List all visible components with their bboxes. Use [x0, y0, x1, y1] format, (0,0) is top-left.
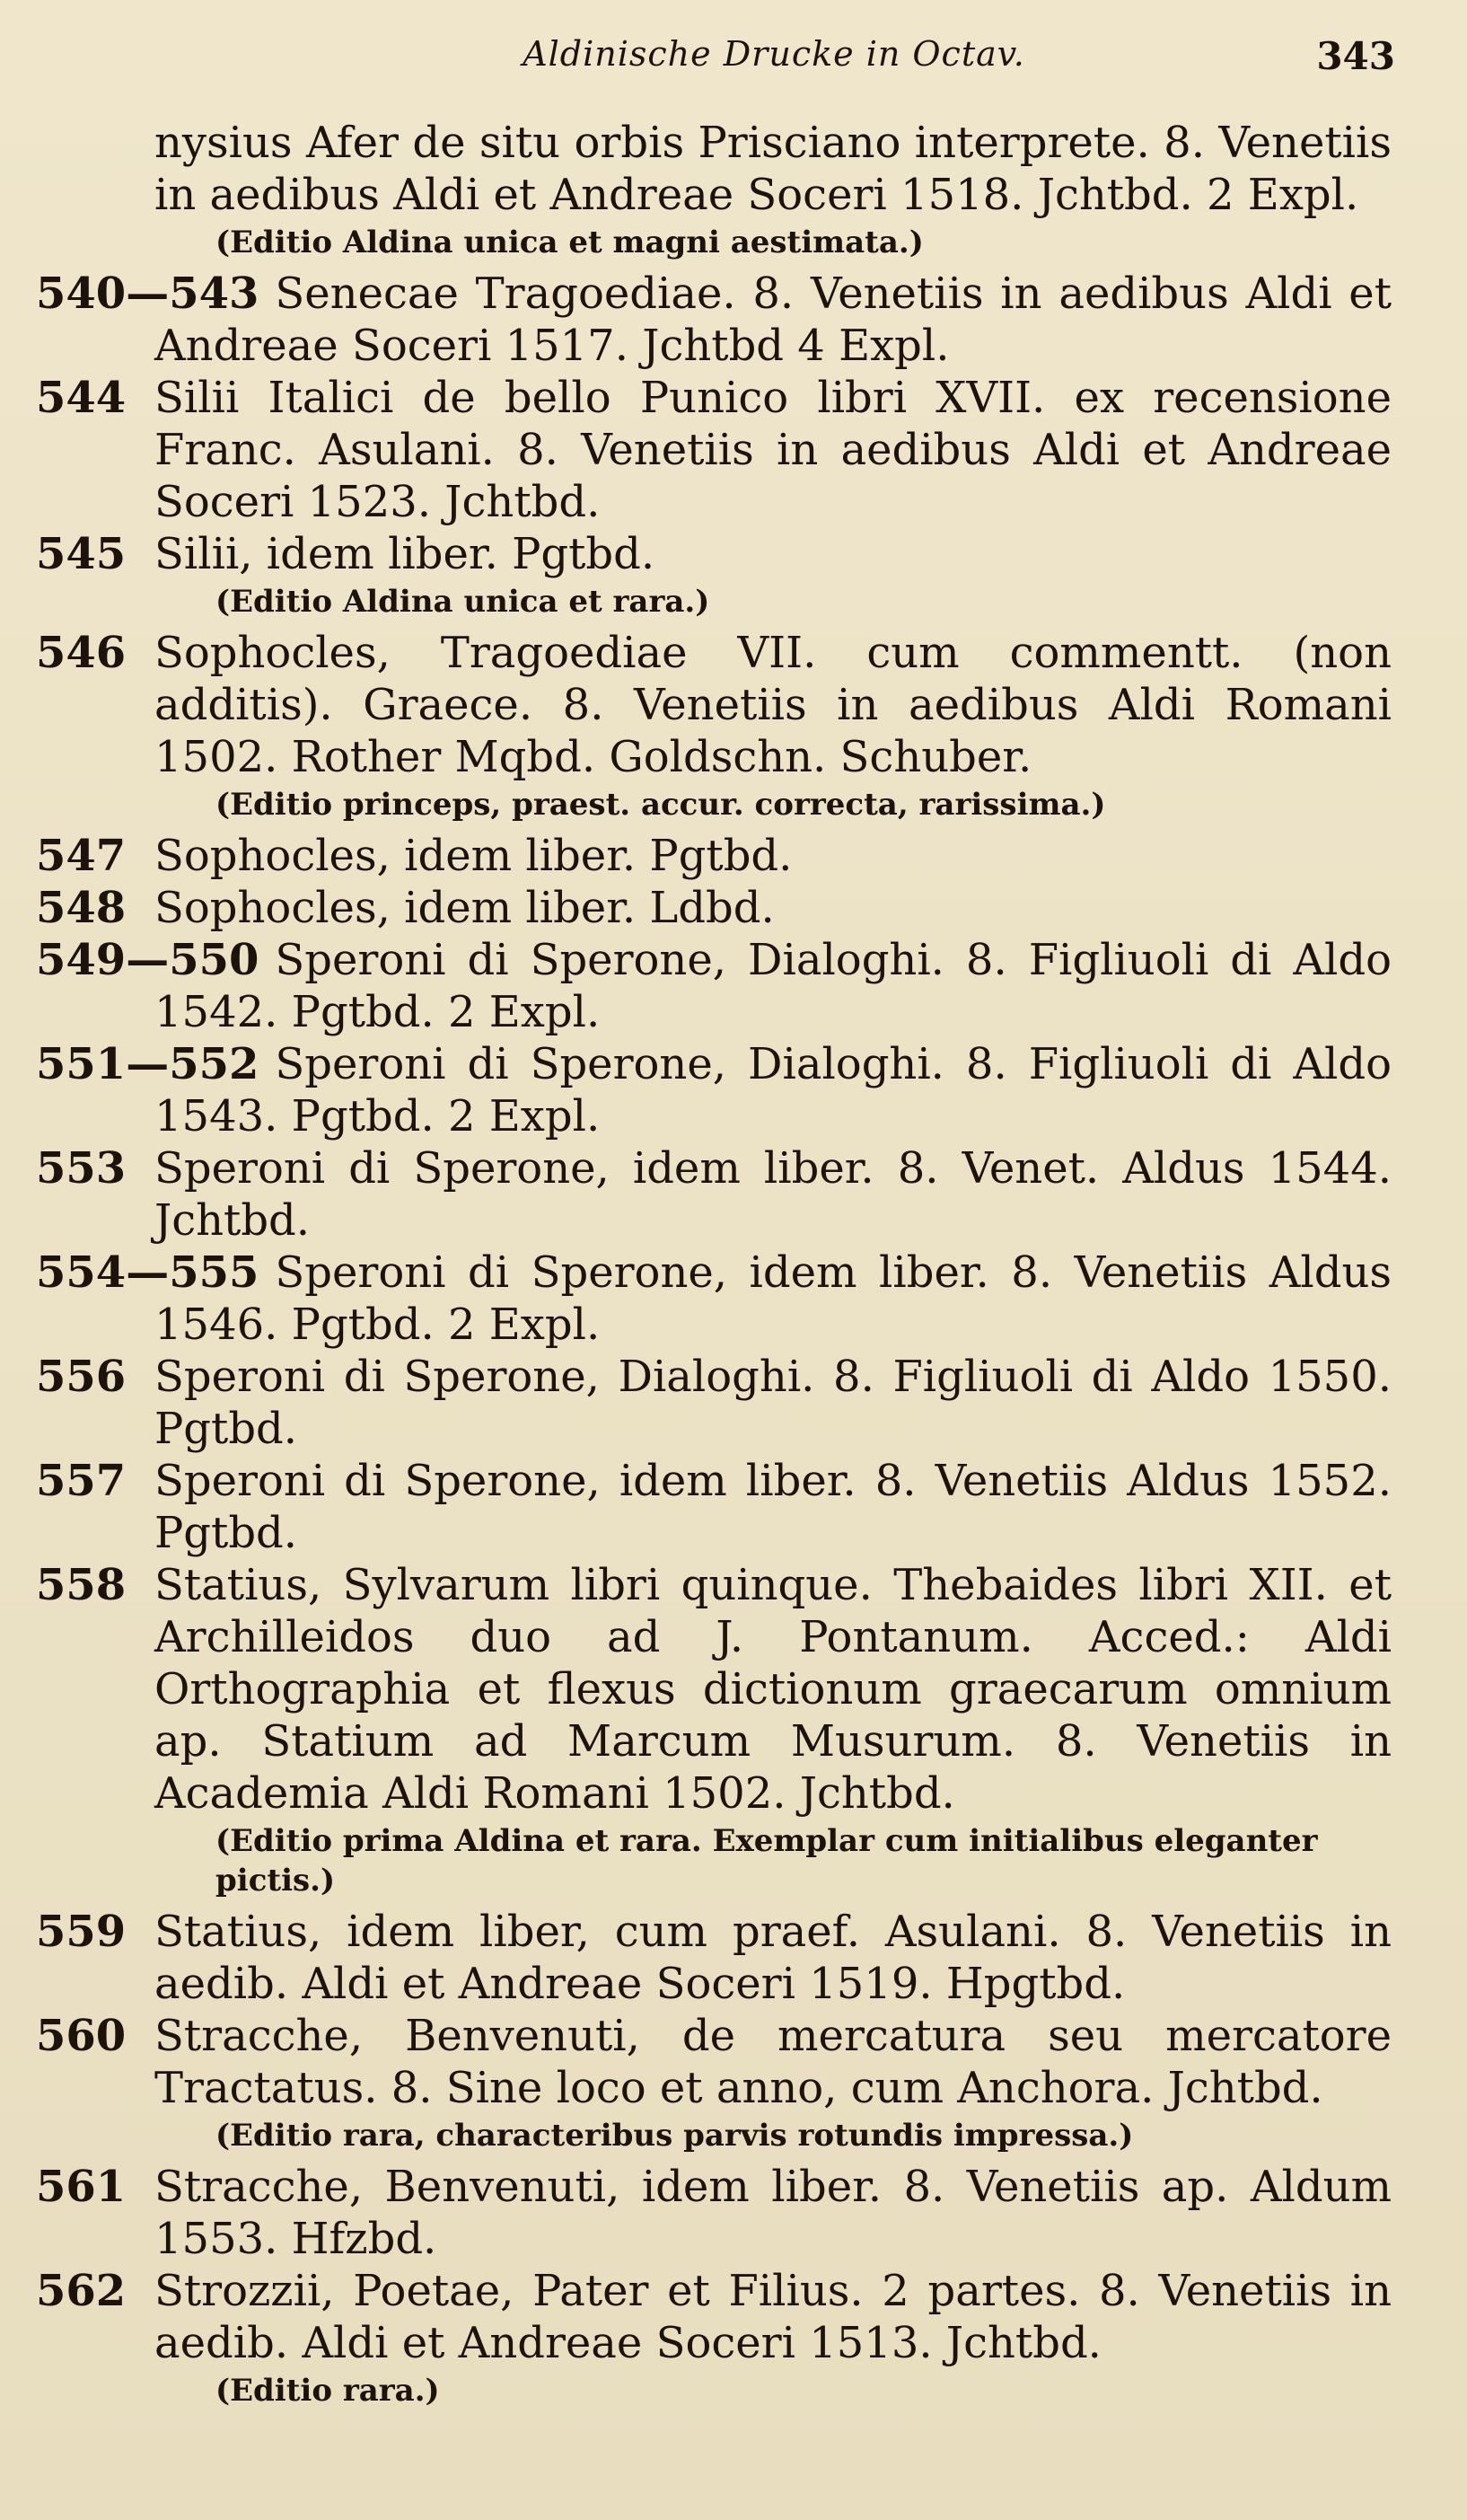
entry-number: 558 — [36, 1560, 127, 1610]
catalog-entry — [36, 1559, 1392, 1900]
entry-number: 548 — [36, 883, 127, 933]
entry-description: Stracche, Benvenuti, de mercatura seu mercatore Tractatus. 8. Sine loco et anno, cum Anchora. Jchtbd. — [154, 2011, 1392, 2113]
entry-description: Senecae Tragoediae. 8. Venetiis in aedibus Aldi et Andreae Soceri 1517. Jchtbd 4 Expl. — [154, 269, 1392, 371]
entry-text-block — [36, 372, 1392, 528]
entry-number: 553 — [36, 1143, 127, 1194]
entry-number: 546 — [36, 628, 127, 678]
entry-text-block — [36, 1906, 1392, 2010]
entry-description: Speroni di Sperone, idem liber. 8. Venetiis Aldus 1552. Pgtbd. — [154, 1456, 1392, 1558]
entry-description: Speroni di Sperone, Dialoghi. 8. Figliuoli di Aldo 1550. Pgtbd. — [154, 1352, 1392, 1454]
entry-text-block — [36, 830, 1392, 882]
entry-number: 556 — [36, 1352, 127, 1402]
entry-number: 561 — [36, 2162, 127, 2212]
catalog-entry — [36, 627, 1392, 824]
catalog-entry — [36, 372, 1392, 528]
catalog-entry — [36, 2265, 1392, 2410]
entry-description: Silii, idem liber. Pgtbd. — [154, 529, 655, 579]
entry-text-block — [36, 882, 1392, 934]
entry-number: 547 — [36, 831, 127, 881]
catalog-entry — [36, 934, 1392, 1038]
catalog-entry — [36, 268, 1392, 372]
entry-text-block — [36, 2010, 1392, 2114]
entry-note: (Editio Aldina unica et rara.) — [215, 584, 710, 620]
entry-note: (Editio prima Aldina et rara. Exemplar cum initialibus eleganter pictis.) — [215, 1823, 1318, 1899]
entry-description: Speroni di Sperone, Dialoghi. 8. Figliuoli di Aldo 1542. Pgtbd. 2 Expl. — [154, 935, 1392, 1037]
entry-text-block — [36, 1038, 1392, 1142]
catalog-entry — [36, 1038, 1392, 1142]
entry-description: Speroni di Sperone, idem liber. 8. Venet. Aldus 1544. Jchtbd. — [154, 1143, 1392, 1246]
entry-description: Strozzii, Poetae, Pater et Filius. 2 partes. 8. Venetiis in aedib. Aldi et Andreae Soceri 1513. Jchtbd. — [154, 2266, 1392, 2368]
entry-number: 562 — [36, 2266, 127, 2316]
catalog-entry — [36, 528, 1392, 621]
entry-description: Sophocles, idem liber. Pgtbd. — [154, 831, 793, 881]
catalog-entry — [36, 2010, 1392, 2155]
entry-description: nysius Afer de situ orbis Prisciano interprete. 8. Venetiis in aedibus Aldi et Andreae Soceri 1518. Jchtbd. 2 Expl. — [154, 118, 1392, 220]
entry-number: 560 — [36, 2011, 127, 2061]
page-number: 343 — [1316, 34, 1395, 78]
entry-number: 540—543 — [36, 269, 259, 319]
catalog-entry — [36, 1351, 1392, 1455]
entry-description: Speroni di Sperone, Dialoghi. 8. Figliuoli di Aldo 1543. Pgtbd. 2 Expl. — [154, 1039, 1392, 1141]
entry-text-block — [36, 2161, 1392, 2265]
catalog-entries — [36, 117, 1392, 2416]
entry-text-block — [36, 627, 1392, 783]
entry-description: Statius, idem liber, cum praef. Asulani. 8. Venetiis in aedib. Aldi et Andreae Soceri 1519. Hpgtbd. — [154, 1907, 1392, 2009]
entry-number: 559 — [36, 1907, 127, 1957]
catalog-entry — [36, 2161, 1392, 2265]
page-header — [153, 34, 1395, 88]
catalog-entry — [36, 1247, 1392, 1351]
entry-text-block — [36, 1142, 1392, 1247]
entry-text-block — [36, 1247, 1392, 1351]
entry-description: Silii Italici de bello Punico libri XVII. ex recensione Franc. Asulani. 8. Venetiis in aedibus Aldi et Andreae Soceri 1523. Jchtbd. — [154, 373, 1392, 527]
entry-number: 544 — [36, 373, 127, 423]
entry-number: 545 — [36, 529, 127, 579]
entry-text-block — [36, 268, 1392, 372]
entry-note: (Editio Aldina unica et magni aestimata.) — [215, 225, 924, 260]
entry-note: (Editio princeps, praest. accur. correcta, rarissima.) — [215, 787, 1106, 823]
entry-number: 557 — [36, 1456, 127, 1506]
entry-text-block — [36, 528, 1392, 580]
entry-text-block — [36, 1351, 1392, 1455]
catalog-entry — [36, 1906, 1392, 2010]
entry-description: Sophocles, idem liber. Ldbd. — [154, 883, 775, 933]
entry-description: Stracche, Benvenuti, idem liber. 8. Venetiis ap. Aldum 1553. Hfzbd. — [154, 2162, 1392, 2264]
entry-text-block — [36, 2265, 1392, 2369]
catalog-entry — [36, 882, 1392, 934]
entry-note: (Editio rara, characteribus parvis rotundis impressa.) — [215, 2118, 1134, 2154]
entry-note: (Editio rara.) — [215, 2373, 440, 2409]
entry-description: Speroni di Sperone, idem liber. 8. Venetiis Aldus 1546. Pgtbd. 2 Expl. — [154, 1247, 1392, 1350]
catalog-entry — [36, 1142, 1392, 1247]
entry-description: Statius, Sylvarum libri quinque. Thebaides libri XII. et Archilleidos duo ad J. Pontanum. Acced.: Aldi Orthographia et flexus dictionum graecarum omnium ap. Statium ad Marcum Musurum. 8. Venetiis in Academia Aldi Romani 1502. Jchtbd. — [154, 1560, 1392, 1819]
entry-text-block — [36, 1559, 1392, 1820]
entry-text-block — [36, 117, 1392, 221]
catalog-entry — [36, 117, 1392, 262]
catalog-entry — [36, 1455, 1392, 1559]
entry-text-block — [36, 1455, 1392, 1559]
entry-number: 554—555 — [36, 1247, 259, 1298]
entry-number: 549—550 — [36, 935, 259, 985]
catalog-entry — [36, 830, 1392, 882]
running-title: Aldinische Drucke in Octav. — [523, 34, 1025, 74]
entry-description: Sophocles, Tragoediae VII. cum commentt. (non additis). Graece. 8. Venetiis in aedibus Aldi Romani 1502. Rother Mqbd. Goldschn. Schuber. — [154, 628, 1392, 782]
entry-text-block — [36, 934, 1392, 1038]
entry-number: 551—552 — [36, 1039, 259, 1089]
